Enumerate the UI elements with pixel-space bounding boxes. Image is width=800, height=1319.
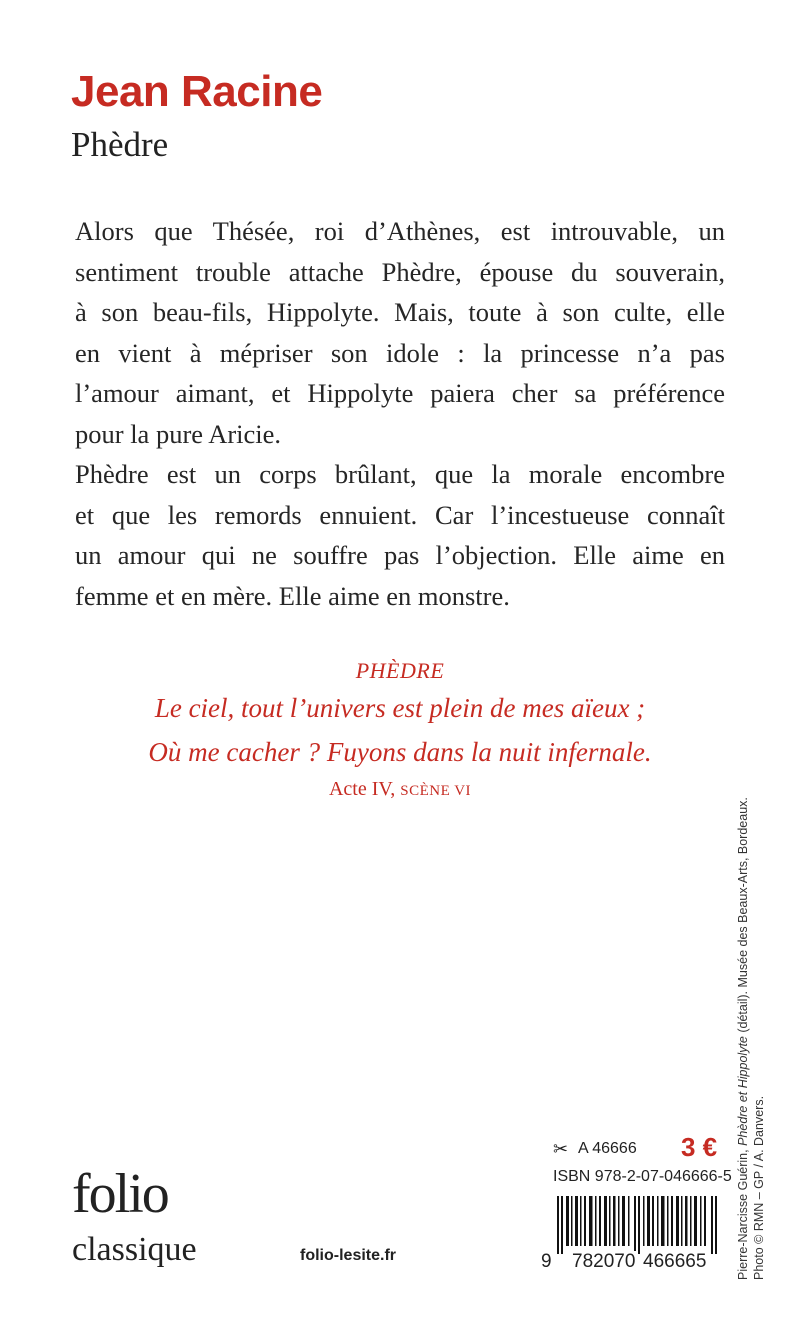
barcode	[557, 1196, 719, 1254]
author-name: Jean Racine	[71, 67, 323, 116]
blurb-line: femme et en mère. Elle aime en monstre.	[75, 580, 510, 611]
blurb-paragraph-2	[75, 454, 725, 616]
blurb-paragraph-1	[75, 211, 725, 454]
blurb-line: et que les remords ennuient. Car l’incestueuse connaît	[75, 499, 725, 530]
collection-name: classique	[72, 1231, 197, 1268]
catalog-number: A 46666	[578, 1140, 637, 1157]
quote-speaker: PHÈDRE	[355, 658, 445, 683]
credit-line-1: Pierre-Narcisse Guérin, Phèdre et Hippolyte (détail). Musée des Beaux-Arts, Bordeaux.	[736, 797, 750, 1280]
quote-reference	[0, 778, 800, 801]
blurb-line: sentiment trouble attache Phèdre, épouse du souverain,	[75, 256, 725, 287]
quote-verse-1: Le ciel, tout l’univers est plein de mes aïeux ;	[154, 693, 646, 723]
price: 3 €	[681, 1132, 718, 1162]
website-link: folio-lesite.fr	[300, 1247, 397, 1264]
blurb-line: Phèdre est un corps brûlant, que la morale encombre	[75, 459, 725, 489]
quote-act: Acte IV,	[328, 778, 401, 800]
image-credit	[736, 680, 767, 1280]
barcode-digits-group-2: 466665	[643, 1251, 707, 1272]
quote-scene: SCÈNE VI	[400, 783, 472, 799]
barcode-digit-first: 9	[541, 1251, 552, 1272]
barcode-digits-group-1: 782070	[572, 1251, 636, 1272]
blurb-line: en vient à mépriser son idole : la princesse n’a pas	[75, 337, 725, 368]
blurb-line: un amour qui ne souffre pas l’objection. Elle aime en	[75, 540, 725, 570]
blurb-line: à son beau-fils, Hippolyte. Mais, toute à son culte, elle	[75, 297, 725, 327]
folio-logo: folio	[72, 1163, 168, 1225]
category-icon: ✂	[553, 1139, 569, 1160]
isbn: ISBN 978-2-07-046666-5	[553, 1168, 732, 1185]
blurb-line: pour la pure Aricie.	[75, 418, 282, 449]
book-title: Phèdre	[71, 125, 169, 164]
credit-line-2: Photo © RMN – GP / A. Danvers.	[751, 1095, 766, 1280]
quote-verse-2: Où me cacher ? Fuyons dans la nuit infernale.	[148, 737, 652, 767]
blurb-line: l’amour aimant, et Hippolyte paiera cher sa préférence	[75, 378, 725, 408]
blurb-line: Alors que Thésée, roi d’Athènes, est introuvable, un	[75, 216, 725, 246]
